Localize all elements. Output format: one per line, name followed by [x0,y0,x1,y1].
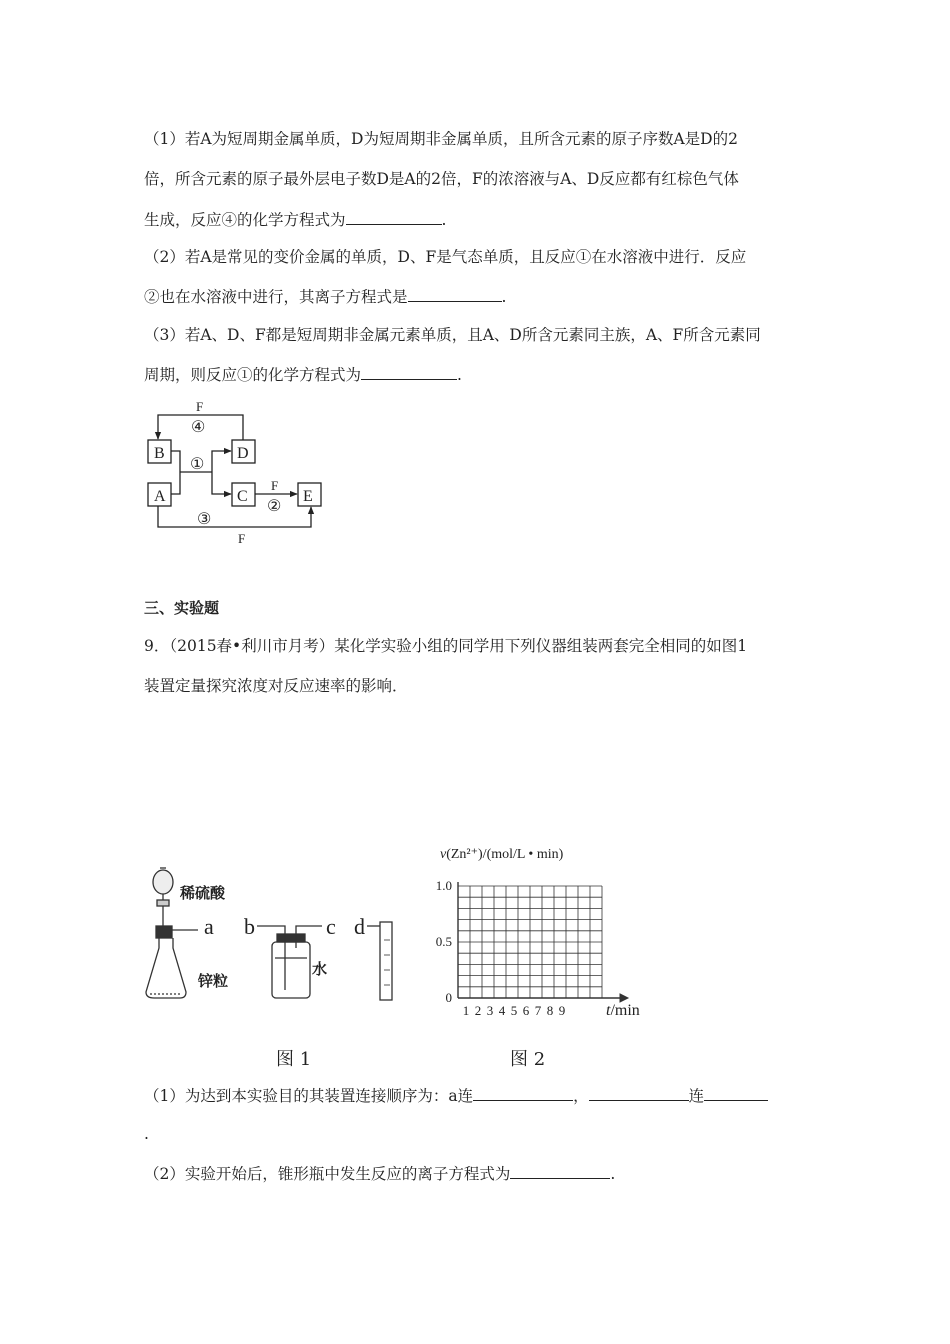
x-tick-label: 6 [522,1003,530,1018]
x-tick-label: 3 [486,1003,494,1018]
q8-part1-end: . [441,211,447,229]
q9-line2: 装置定量探究浓度对反应速率的影响． [144,677,408,695]
answer-blank-q8-2[interactable] [408,287,502,302]
q9-part2-text: （2）实验开始后，锥形瓶中发生反应的离子方程式为 [144,1165,511,1183]
step3-label: ③ [197,511,212,528]
q8-part1-line3 [144,210,446,230]
x-axis-label [606,1002,640,1019]
port-a-label: a [204,914,214,939]
figure1-apparatus [140,860,410,1010]
node-b-label: B [154,445,165,462]
reagent-mid-label: F [271,478,279,493]
q8-part2-line1: （2）若A是常见的变价金属的单质，D、F是气态单质，且反应①在水溶液中进行．反应 [144,248,747,266]
figure2-caption: 图 2 [510,1049,546,1070]
q8-part3-text: 周期，则反应①的化学方程式为 [144,366,362,384]
answer-blank-q9-1a[interactable] [473,1086,573,1101]
y-axis-unit: (Zn²⁺)/(mol/L • min) [446,847,564,862]
q8-part2-line2 [144,287,506,307]
x-axis-unit: /min [610,1002,640,1019]
q9-part1-comma: ， [573,1087,589,1105]
figure1-caption: 图 1 [276,1049,312,1070]
x-axis-symbol: t [606,1002,611,1019]
answer-blank-q9-1b[interactable] [589,1086,689,1101]
q8-part2-text: ②也在水溶液中进行，其离子方程式是 [144,288,408,306]
reaction-flow-diagram [140,395,340,555]
port-c-label: c [326,914,336,939]
x-axis-arrow [620,994,628,1002]
q9-part1-end: . [144,1125,149,1143]
section-title: 三、实验题 [144,599,220,617]
figure2-rate-chart [420,840,660,1025]
y-axis-symbol: v [440,847,447,862]
label-dilute-sulfuric-acid: 稀硫酸 [180,886,226,902]
q9-part2-line [144,1164,615,1184]
q9-part1-text: （1）为达到本实验目的其装置连接顺序为：a连 [144,1087,474,1105]
x-tick-label: 1 [462,1003,470,1018]
port-b-label: b [244,914,255,939]
q8-part2-end: . [501,288,507,306]
q9-part1-line [144,1086,768,1106]
answer-blank-q8-3[interactable] [361,365,457,380]
answer-blank-q8-1[interactable] [346,210,442,225]
node-d-label: D [237,445,249,462]
q9-line1: 9．（2015春•利川市月考）某化学实验小组的同学用下列仪器组装两套完全相同的如图1 [144,637,748,655]
answer-blank-q9-2[interactable] [510,1164,610,1179]
port-d-label: d [354,914,365,939]
y-axis-label [440,847,564,862]
q9-part1-connect: 连 [688,1087,705,1105]
q8-part1-line2: 倍，所含元素的原子最外层电子数D是A的2倍，F的浓溶液与A、D反应都有红棕色气体 [144,170,739,188]
q8-part1-line1: （1）若A为短周期金属单质，D为短周期非金属单质，且所含元素的原子序数A是D的2 [144,130,738,148]
q8-part3-line1: （3）若A、D、F都是短周期非金属元素单质，且A、D所含元素同主族，A、F所含元素同 [144,326,761,344]
x-tick-label: 9 [558,1003,566,1018]
q8-part1-text: 生成，反应④的化学方程式为 [144,211,346,229]
x-tick-label: 5 [510,1003,518,1018]
node-a-label: A [154,488,166,505]
label-zinc-granules: 锌粒 [198,974,229,990]
x-tick-label: 8 [546,1003,554,1018]
node-e-label: E [303,488,313,505]
x-tick-label: 4 [498,1003,506,1018]
node-c-label: C [237,488,248,505]
answer-blank-q9-1c[interactable] [704,1086,768,1101]
reagent-bottom-label: F [238,531,246,546]
q8-part3-line2 [144,365,462,385]
x-tick-label: 2 [474,1003,482,1018]
x-tick-label: 7 [534,1003,542,1018]
q8-part3-end: . [457,366,462,384]
step2-label: ② [267,498,282,515]
step4-label: ④ [191,419,206,436]
step1-label: ① [190,456,205,473]
q9-part2-end: . [610,1165,616,1183]
y-tick-label: 0 [445,990,452,1005]
reagent-top-label: F [196,399,204,414]
y-tick-label: 1.0 [435,878,452,893]
label-water: 水 [312,962,328,978]
y-tick-label: 0.5 [435,934,452,949]
